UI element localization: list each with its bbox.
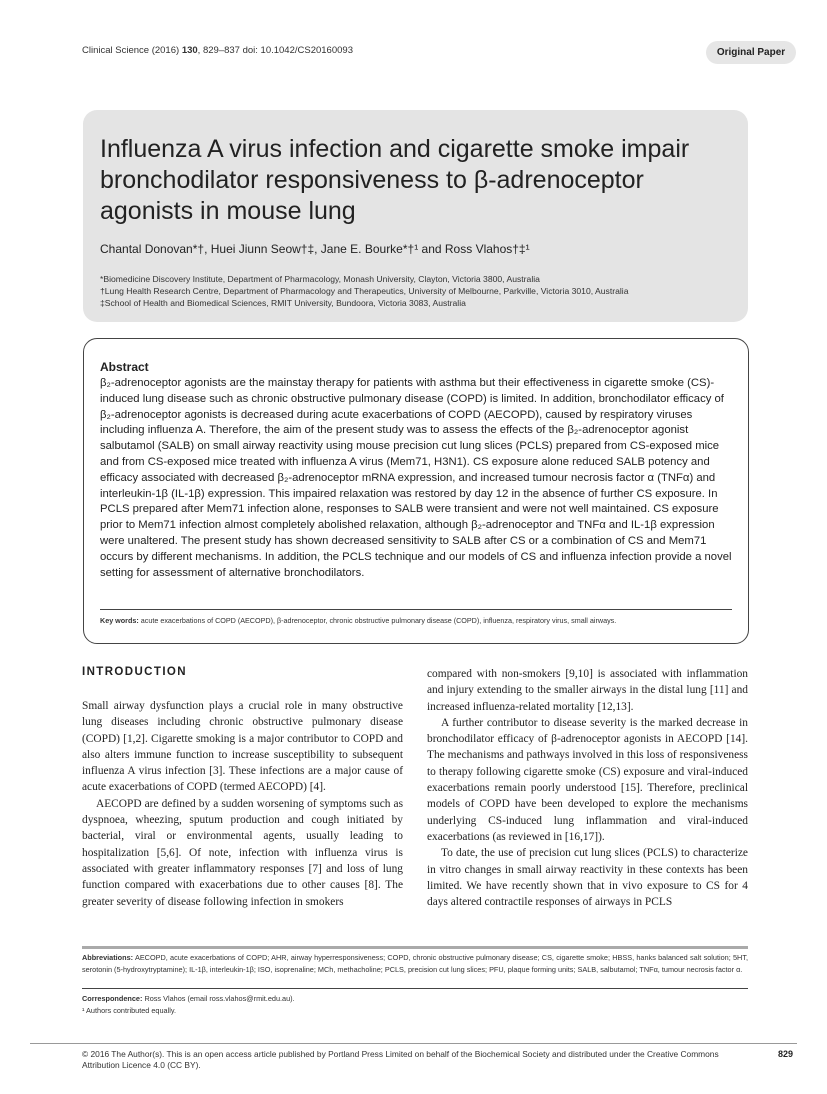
divider — [100, 609, 732, 610]
volume: 130 — [181, 45, 198, 56]
divider — [82, 988, 748, 989]
keywords-text: acute exacerbations of COPD (AECOPD), β-adrenoceptor, chronic obstructive pulmonary disease (COPD), influenza, respiratory virus, small airways. — [140, 616, 617, 625]
page-number: 829 — [778, 1049, 794, 1059]
equal-contribution-note: ¹ Authors contributed equally. — [82, 1006, 176, 1015]
paragraph: A further contributor to disease severity is the marked decrease in bronchodilator efficacy of β-adrenoceptor agonists in AECOPD [14]. The mechanisms and pathways involved in this loss of responsiveness to therapy following cigarette smoke (CS) exposure and viral-induced exacerbations remain poorly understood [15]. Therefore, preclinical models of COPD have been developed to explore the mechanisms underlying CS-induced lung inflammation and viral-induced exacerbations (as reviewed in [16,17]). — [427, 716, 748, 843]
paragraph: compared with non-smokers [9,10] is associated with inflammation and injury extending to the smaller airways in the distal lung [11] and increased influenza-related mortality [12,13]. — [427, 668, 748, 713]
affiliation: ‡School of Health and Biomedical Sciences, RMIT University, Bundoora, Victoria 3083, Australia — [100, 298, 466, 308]
journal-citation — [82, 45, 353, 56]
paragraph: AECOPD are defined by a sudden worsening of symptoms such as dyspnoea, wheezing, sputum production and cough initiated by bacterial, viral or environmental agents, usually leading to hospitalization [5,6]. Of note, infection with influenza virus is associated with greater inflammatory responses [7] and loss of lung function compared with exacerbations due to other causes [8]. The greater severity of disease following infection in smokers — [82, 797, 403, 908]
affiliations — [100, 273, 628, 309]
keywords — [100, 616, 616, 625]
abbreviations-label: Abbreviations: — [82, 953, 134, 962]
affiliation: †Lung Health Research Centre, Department of Pharmacology and Therapeutics, University of Melbourne, Parkville, Victoria 3010, Australia — [100, 286, 629, 296]
paper-title: Influenza A virus infection and cigarette smoke impair bronchodilator responsiveness to β-adrenoceptor agonists in mouse lung — [100, 135, 690, 225]
abbreviations — [82, 952, 748, 976]
abstract-heading: Abstract — [100, 360, 149, 374]
section-heading: INTRODUCTION — [82, 666, 187, 678]
authors: Chantal Donovan*†, Huei Jiunn Seow†‡, Jane E. Bourke*†¹ and Ross Vlahos†‡¹ — [100, 242, 530, 256]
paragraph: To date, the use of precision cut lung slices (PCLS) to characterize in vitro changes in small airway reactivity in these contexts has been limited. We have recently shown that in vivo exposure to CS for 4 days altered contractile responses of airways in PCLS — [427, 847, 748, 909]
pages-doi: , 829–837 doi: 10.1042/CS20160093 — [197, 45, 353, 56]
affiliation: *Biomedicine Discovery Institute, Department of Pharmacology, Monash University, Clayton, Victoria 3800, Australia — [100, 274, 540, 284]
license-text: © 2016 The Author(s). This is an open access article published by Portland Press Limited on behalf of the Biochemical Society and distributed under the Creative Commons Attribution Licence 4.0 (CC BY). — [82, 1049, 719, 1070]
correspondence-label: Correspondence: — [82, 994, 143, 1003]
divider — [30, 1043, 797, 1044]
paragraph: Small airway dysfunction plays a crucial role in many obstructive lung diseases including chronic obstructive pulmonary disease (COPD) [1,2]. Cigarette smoking is a major contributor to COPD and also alters immune function to increase susceptibility to subsequent influenza A virus infection [3]. These infections are a major cause of acute exacerbations of COPD (termed AECOPD) [4]. — [82, 700, 403, 794]
divider — [82, 946, 748, 949]
abbreviations-text: AECOPD, acute exacerbations of COPD; AHR, airway hyperresponsiveness; COPD, chronic obstructive pulmonary disease; CS, cigarette smoke; HBSS, hanks balanced salt solution; 5HT, serotonin (5-hydroxytryptamine); IL-1β, interleukin-1β; ISO, isoprenaline; MCh, methacholine; PCLS, precision cut lung slices; PFU, plaque forming units; SALB, salbutamol; TNFα, tumour necrosis factor α. — [82, 953, 748, 974]
left-column — [82, 698, 403, 910]
abstract-text: β₂-adrenoceptor agonists are the mainstay therapy for patients with asthma but their effectiveness in cigarette smoke (CS)-induced lung disease such as chronic obstructive pulmonary disease (COPD) is limited. In addition, bronchodilator efficacy of β₂-adrenoceptor agonists is decreased during acute exacerbations of COPD (AECOPD), caused by respiratory viruses including influenza A. Therefore, the aim of the present study was to assess the effects of the β₂-adrenoceptor agonist salbutamol (SALB) on small airway reactivity using mouse precision cut lung slices (PCLS) prepared from CS-exposed mice and from CS-exposed mice treated with influenza A virus (Mem71, H3N1). CS exposure alone reduced SALB potency and efficacy associated with decreased β₂-adrenoceptor mRNA expression, and increased tumour necrosis factor α (TNFα) and interleukin-1β (IL-1β) expression. This impaired relaxation was restored by day 12 in the absence of further CS exposure. In PCLS prepared after Mem71 infection alone, responses to SALB were transient and were not well maintained. CS exposure prior to Mem71 infection almost completely abolished relaxation, although β₂-adrenoceptor and TNFα and IL-1β expression were unaltered. The present study has shown decreased sensitivity to SALB after CS or a combination of CS and Mem71 occurs by different mechanisms. In addition, the PCLS technique and our models of CS and influenza infection provide a novel setting for assessment of alternative bronchodilators. — [100, 377, 732, 579]
right-column — [427, 666, 748, 910]
keywords-label: Key words: — [100, 616, 139, 625]
article-type-badge: Original Paper — [706, 41, 796, 64]
correspondence-text: Ross Vlahos (email ross.vlahos@rmit.edu.au). — [144, 994, 295, 1003]
correspondence — [82, 993, 295, 1017]
journal-name: Clinical Science (2016) — [82, 45, 180, 56]
